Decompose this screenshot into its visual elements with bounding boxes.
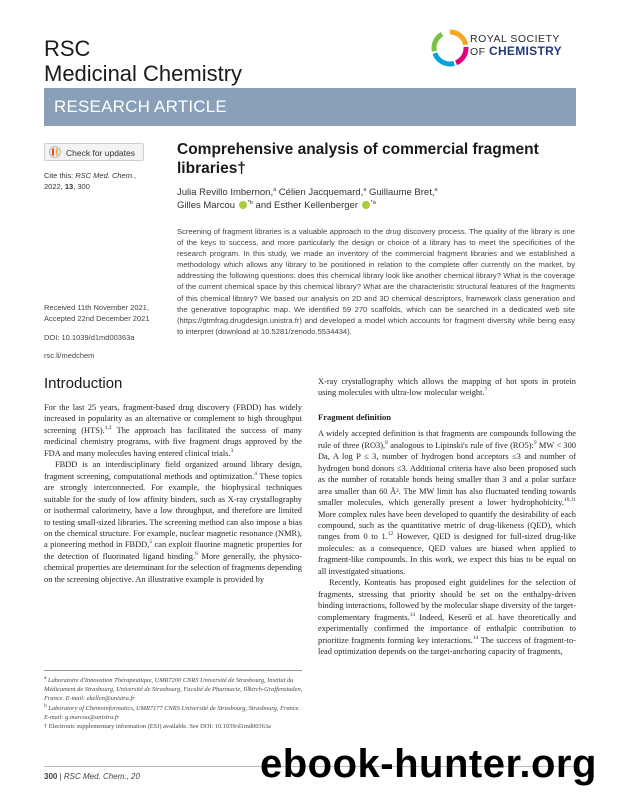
journal-name-line2: Medicinal Chemistry (44, 61, 243, 86)
paragraph: X-ray crystallography which allows the mapping of hot spots in protein using molecules with ultra-low molecular weight.$^7$ (318, 377, 576, 398)
publisher-line1: ROYAL SOCIETY (470, 33, 560, 45)
citation-ref[interactable]: 14 (472, 634, 479, 641)
doi[interactable]: DOI: 10.1039/d1md00363a (44, 333, 135, 342)
paragraph: Recently, Konteatis has proposed eight guidelines for the selection of fragments, stressing that priority should be set on the enthalpy-driven binding interactions, followed by the molecular shape diversity of the target-complementary fragments.$^{13}$ Indeed, Keserű et al. have theoretically and experimentally confirmed the importance of enthalpic contribution to prioritize fragments forming key interactions.$^{14}$ The success of fragment-to-lead optimization depends on the target-anchoring capacity of fragments, (318, 578, 577, 656)
citation-ref[interactable]: 13 (409, 611, 416, 618)
received-dates (44, 302, 169, 324)
paragraph: For the last 25 years, fragment-based drug discovery (FBDD) has widely increased in popularity as an alternative or complement to high throughput screening (HTS).$^{1,2}$ The approach has facilitated the success of many medicinal chemistry programs, with five fragment drugs approved by the FDA and many molecules having entered clinical trials.$^3$ (44, 403, 302, 458)
check-for-updates-label: Check for updates (66, 148, 135, 158)
cite-year: , 2022, (44, 171, 137, 191)
citation (44, 170, 156, 192)
citation-ref[interactable]: 4 (254, 470, 257, 477)
page-number: 300 (44, 772, 58, 781)
aff-mark: *b (247, 199, 253, 206)
received-date: Received 11th November 2021, (44, 303, 149, 312)
citation-ref[interactable]: 9 (533, 440, 537, 447)
author-kellenberger: and Esther Kellenberger (252, 200, 361, 211)
abstract: Screening of fragment libraries is a valuable approach to the drug discovery process. The quality of the library is one of the keys to success, and more particularly the design or choice of a library has to meet the specificities of the research program. In this study, we made an inventory of the commercial fragment libraries and we established a methodology which allows any library to be positioned in relation to the complete offer currently on the market, by addressing the following questions: does this chemical library look like another chemical library? What is the coverage of the current chemical space by this chemical library? What are the characteristic structural features of the fragments of this chemical library? We based our analysis on 2D and 3D chemical descriptors, framework class generation and the generative topographic map. We identified 59 270 scaffolds, which can be searched in a dedicated web site (https://gtmfrag.drugdesign.unistra.fr) and developed a model which accounts for fragment diversity while being easy to interpret (download at 10.5281/zenodo.5534434). (177, 227, 575, 336)
orcid-icon[interactable] (362, 201, 370, 209)
accepted-date: Accepted 22nd December 2021 (44, 314, 150, 323)
body-column-right (318, 376, 576, 657)
orcid-icon[interactable] (239, 201, 247, 209)
body-column-left (44, 402, 302, 585)
citation-ref[interactable]: 12 (387, 531, 394, 538)
aff-mark: *a (370, 199, 376, 206)
footer-journal: RSC Med. Chem., 20 (63, 772, 140, 781)
citation-ref[interactable]: 5 (149, 539, 153, 546)
cite-journal: RSC Med. Chem. (75, 171, 135, 180)
subsection-heading: Fragment definition (318, 411, 391, 422)
cite-volume: 13 (64, 182, 74, 191)
aff-mark: a (434, 186, 438, 193)
publisher-name (470, 33, 562, 58)
article-type-banner (44, 88, 576, 126)
citation-ref[interactable]: 7 (484, 387, 488, 394)
footnote-a: $^a$ Laboratoire d'Innovation Thérapeutique, UMR7200 CNRS Université de Strasbourg, Institut du Médicament de Strasbourg, Université de Strasbourg, Faculté de Pharmacie, Illkirch-Graffenstaden, France. E-mail: ekellen@unistra.fr (44, 674, 303, 703)
footer-separator: | (57, 772, 64, 781)
author-bret: Guillaume Bret, (366, 187, 435, 198)
page-footer (44, 772, 140, 781)
footnote-esi: † Electronic supplementary information (ESI) available. See DOI: 10.1039/d1md00363a (44, 723, 271, 731)
author-jacquemard: Célien Jacquemard, (276, 187, 364, 198)
citation-ref[interactable]: 8 (385, 440, 388, 447)
citation-ref[interactable]: 1,2 (104, 425, 112, 432)
citation-ref[interactable]: 10,11 (563, 497, 576, 504)
citation-ref[interactable]: 6 (195, 551, 198, 558)
paragraph: FBDD is an interdisciplinary field organized around library design, fragment screening, computational methods and optimization.$^4$ These topics are strongly interconnected. For example, the biophysical techniques suitable for the study of low affinity binders, such as X-ray crystallography or isothermal calorimetry, have a low throughput, and therefore are limited to testing small-sized libraries. The screening method can also impose a bias on the chemical structure. For example, nuclear magnetic resonance (NMR), a pioneering method in FBDD,$^5$ can exploit fluorine magnetic properties for the detection of fluorinated ligand binding.$^6$ More generally, the physico-chemical properties are determinant for the selection of fragments depending on the screening objective. An illustrative example is provided by (44, 460, 302, 584)
article-title: Comprehensive analysis of commercial fragment libraries† (177, 141, 539, 177)
publisher-line2b: CHEMISTRY (489, 44, 562, 58)
section-heading-introduction: Introduction (44, 375, 123, 392)
author-list (177, 186, 567, 212)
cite-pages: , 300 (73, 182, 90, 191)
journal-name-line1: RSC (44, 36, 91, 61)
author-revillo: Julia Revillo Imbernon, (177, 187, 274, 198)
article-type-label: RESEARCH ARTICLE (54, 97, 227, 116)
check-for-updates-button[interactable] (44, 143, 144, 161)
footnote-b: $^b$ Laboratory of Chemoinformatics, UMR7177 CNRS Université de Strasbourg, Strasbourg, France. E-mail: g.marcou@unistra.fr (44, 702, 301, 721)
journal-name (44, 36, 242, 86)
publisher-line2a: OF (470, 46, 489, 58)
journal-link[interactable]: rsc.li/medchem (44, 351, 95, 360)
aff-mark: a (363, 186, 367, 193)
citation-ref[interactable]: 3 (230, 448, 234, 455)
author-marcou: Gilles Marcou (177, 200, 238, 211)
footnote-divider (44, 670, 302, 671)
paragraph: A widely accepted definition is that fragments are compounds following the rule of three (RO3),$^8$ analogous to Lipinski's rule of five (RO5):$^9$ MW < 300 Da, A log P ≤ 3, number of hydrogen bond acceptors ≤3 and number of hydrogen bond donors ≤3. Additional criteria have also been proposed such as the number of rotatable bonds being smaller than 3 and a polar surface area smaller than 60 Å². The MW limit has also fluctuated tending towards smaller molecules, which generally present a lower hydrophobicity.$^{10,11}$ More complex rules have been developed to quantify the desirability of each compound, such as the quantitative metric of drug-likeness (QED), which ranges from 0 to 1.12 However, QED is designed for full-sized drug-like molecules: as a consequence, QED values are biased when applied to fragment-like compounds. In this work, we expect this bias to be equal on all investigated situations. (318, 429, 576, 576)
cite-prefix: Cite this: (44, 171, 76, 180)
watermark: ebook-hunter.org (260, 742, 597, 786)
footnotes (44, 676, 304, 731)
update-check-icon (49, 146, 61, 158)
aff-mark: a (273, 186, 277, 193)
